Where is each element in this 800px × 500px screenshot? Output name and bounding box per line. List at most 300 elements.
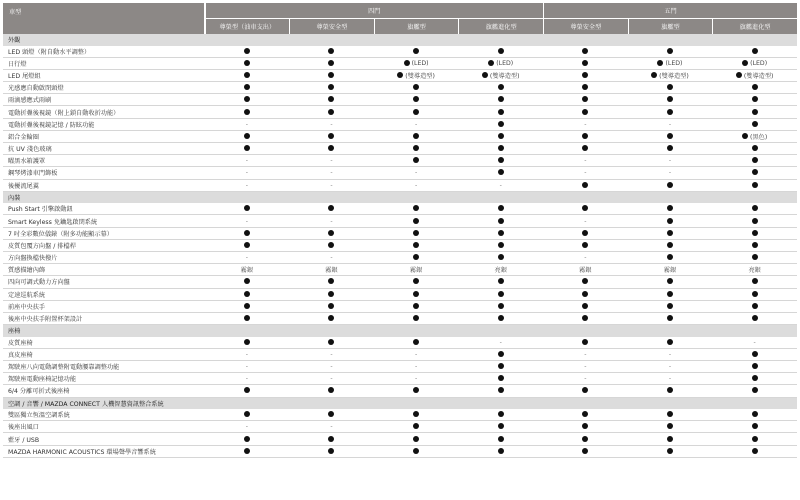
- feature-cell: [543, 433, 628, 445]
- feature-cell: [374, 385, 459, 397]
- feature-cell: [289, 203, 374, 215]
- standard-dot-icon: [397, 72, 403, 78]
- feature-cell: [628, 252, 713, 264]
- standard-dot-icon: [413, 230, 419, 236]
- standard-dot-icon: [582, 48, 588, 54]
- feature-cell: [543, 313, 628, 325]
- standard-dot-icon: [244, 72, 250, 78]
- standard-dot-icon: [667, 254, 673, 260]
- feature-cell: [458, 421, 543, 433]
- standard-dot-icon: [328, 278, 334, 284]
- feature-cell: [374, 119, 459, 131]
- feature-label: 電動折疊後視鏡記憶 / 防眩功能: [3, 119, 205, 131]
- feature-cell: [374, 240, 459, 252]
- feature-label: 抗 UV 淺色玻璃: [3, 143, 205, 155]
- feature-cell: [289, 215, 374, 227]
- feature-cell: [712, 82, 797, 94]
- feature-cell: [543, 301, 628, 313]
- feature-label: 藍牙 / USB: [3, 433, 205, 445]
- feature-cell: [374, 94, 459, 106]
- standard-dot-icon: [742, 133, 748, 139]
- feature-cell: [628, 373, 713, 385]
- feature-cell: [543, 385, 628, 397]
- feature-cell: [458, 155, 543, 167]
- standard-dot-icon: [413, 218, 419, 224]
- standard-dot-icon: [498, 291, 504, 297]
- feature-cell: [628, 313, 713, 325]
- feature-cell: [205, 373, 290, 385]
- feature-cell: [289, 349, 374, 361]
- feature-label: 鋁合金輪圈: [3, 131, 205, 143]
- feature-cell: [543, 409, 628, 421]
- feature-label: 駕駛座電動座椅記憶功能: [3, 373, 205, 385]
- trim-header: 旗艦進化型: [458, 19, 543, 34]
- feature-cell: [628, 58, 713, 70]
- standard-dot-icon: [752, 375, 758, 381]
- feature-cell: [458, 167, 543, 179]
- standard-dot-icon: [752, 121, 758, 127]
- standard-dot-icon: [498, 157, 504, 163]
- feature-cell: [289, 361, 374, 373]
- standard-dot-icon: [413, 303, 419, 309]
- standard-dot-icon: [667, 411, 673, 417]
- standard-dot-icon: [752, 254, 758, 260]
- feature-label: 駕駛座八向電動調整附電動腰靠調整功能: [3, 361, 205, 373]
- feature-cell: [205, 58, 290, 70]
- standard-dot-icon: [482, 72, 488, 78]
- feature-cell: [205, 155, 290, 167]
- standard-dot-icon: [328, 448, 334, 454]
- feature-cell: [712, 58, 797, 70]
- feature-cell: [374, 252, 459, 264]
- table-row: [3, 337, 797, 349]
- standard-dot-icon: [244, 242, 250, 248]
- standard-dot-icon: [413, 411, 419, 417]
- not-available-mark: -: [584, 157, 587, 165]
- standard-dot-icon: [752, 436, 758, 442]
- feature-label: 後擾流尾翼: [3, 180, 205, 192]
- feature-cell: [458, 143, 543, 155]
- section-header: [3, 325, 797, 337]
- feature-cell: [543, 228, 628, 240]
- feature-cell: [458, 203, 543, 215]
- not-available-mark: -: [414, 169, 418, 177]
- standard-dot-icon: [752, 363, 758, 369]
- feature-cell: [543, 70, 628, 82]
- table-row: [3, 301, 797, 313]
- feature-cell: [205, 143, 290, 155]
- standard-dot-icon: [498, 205, 504, 211]
- feature-label: 定速巡航系統: [3, 289, 205, 301]
- feature-label: Push Start 引擎啟動鈕: [3, 203, 205, 215]
- feature-cell: [205, 349, 290, 361]
- feature-cell: [712, 155, 797, 167]
- feature-cell: [205, 180, 290, 192]
- standard-dot-icon: [667, 96, 673, 102]
- table-row: [3, 240, 797, 252]
- feature-cell: [628, 409, 713, 421]
- standard-dot-icon: [244, 436, 250, 442]
- feature-cell: [543, 143, 628, 155]
- feature-label: 雙區獨立恆溫空調系統: [3, 409, 205, 421]
- table-row: [3, 289, 797, 301]
- standard-dot-icon: [752, 291, 758, 297]
- feature-cell: [205, 119, 290, 131]
- feature-cell: [289, 276, 374, 288]
- standard-dot-icon: [582, 84, 588, 90]
- feature-cell: [205, 385, 290, 397]
- standard-dot-icon: [667, 423, 673, 429]
- table-row: [3, 58, 797, 70]
- feature-cell: [543, 240, 628, 252]
- feature-cell: [205, 446, 290, 458]
- feature-note: (LED): [496, 59, 514, 67]
- standard-dot-icon: [752, 303, 758, 309]
- standard-dot-icon: [667, 303, 673, 309]
- feature-label: Smart Keyless 免鑰匙啟閉系統: [3, 215, 205, 227]
- not-available-mark: -: [245, 157, 248, 165]
- standard-dot-icon: [752, 218, 758, 224]
- standard-dot-icon: [582, 145, 588, 151]
- spec-table: [3, 3, 797, 458]
- feature-cell: [374, 167, 459, 179]
- not-available-mark: -: [245, 217, 248, 225]
- feature-cell: [712, 349, 797, 361]
- feature-cell: [543, 180, 628, 192]
- not-available-mark: -: [753, 338, 756, 346]
- feature-cell: [458, 180, 543, 192]
- feature-cell: [374, 313, 459, 325]
- standard-dot-icon: [582, 436, 588, 442]
- feature-cell: [712, 289, 797, 301]
- feature-cell: [205, 361, 290, 373]
- standard-dot-icon: [498, 133, 504, 139]
- not-available-mark: -: [330, 423, 333, 431]
- feature-cell: [712, 167, 797, 179]
- not-available-mark: -: [584, 169, 587, 177]
- standard-dot-icon: [498, 448, 504, 454]
- not-available-mark: -: [668, 375, 672, 383]
- feature-cell: [712, 46, 797, 58]
- feature-cell: [628, 337, 713, 349]
- feature-cell: [628, 143, 713, 155]
- standard-dot-icon: [752, 278, 758, 284]
- standard-dot-icon: [498, 96, 504, 102]
- not-available-mark: -: [330, 157, 333, 165]
- feature-label: 日行燈: [3, 58, 205, 70]
- feature-cell: [628, 385, 713, 397]
- standard-dot-icon: [498, 84, 504, 90]
- feature-cell: [628, 240, 713, 252]
- standard-dot-icon: [752, 230, 758, 236]
- not-available-mark: -: [330, 254, 333, 262]
- feature-label: 光感應自動啟閉頭燈: [3, 82, 205, 94]
- standard-dot-icon: [413, 339, 419, 345]
- feature-cell: [289, 70, 374, 82]
- not-available-mark: -: [499, 338, 502, 346]
- feature-cell: [289, 313, 374, 325]
- standard-dot-icon: [498, 315, 504, 321]
- feature-cell: [289, 385, 374, 397]
- feature-cell: [289, 155, 374, 167]
- feature-cell: [628, 167, 713, 179]
- feature-cell: [374, 276, 459, 288]
- not-available-mark: -: [499, 181, 502, 189]
- table-row: [3, 349, 797, 361]
- not-available-mark: -: [414, 181, 418, 189]
- not-available-mark: -: [245, 350, 248, 358]
- standard-dot-icon: [328, 303, 334, 309]
- table-row: [3, 264, 797, 276]
- standard-dot-icon: [582, 133, 588, 139]
- standard-dot-icon: [582, 387, 588, 393]
- standard-dot-icon: [244, 84, 250, 90]
- feature-cell: [289, 131, 374, 143]
- standard-dot-icon: [498, 169, 504, 175]
- standard-dot-icon: [244, 96, 250, 102]
- trim-header: 尊榮型（油車支出）: [205, 19, 290, 34]
- feature-cell: [205, 301, 290, 313]
- not-available-mark: -: [668, 120, 672, 128]
- standard-dot-icon: [498, 48, 504, 54]
- table-row: [3, 409, 797, 421]
- feature-label: 雨滴感應式雨刷: [3, 94, 205, 106]
- feature-cell: [289, 119, 374, 131]
- table-row: [3, 70, 797, 82]
- standard-dot-icon: [328, 84, 334, 90]
- feature-cell: [205, 289, 290, 301]
- feature-cell: [712, 421, 797, 433]
- standard-dot-icon: [667, 339, 673, 345]
- feature-cell: [374, 446, 459, 458]
- feature-cell: [205, 106, 290, 118]
- standard-dot-icon: [244, 387, 250, 393]
- not-available-mark: -: [330, 169, 333, 177]
- feature-cell: [712, 143, 797, 155]
- feature-cell: [205, 215, 290, 227]
- feature-label: 質感描繪內飾: [3, 264, 205, 276]
- standard-dot-icon: [413, 278, 419, 284]
- standard-dot-icon: [498, 254, 504, 260]
- feature-cell: [543, 203, 628, 215]
- feature-cell: [543, 58, 628, 70]
- standard-dot-icon: [328, 291, 334, 297]
- feature-cell: [543, 446, 628, 458]
- standard-dot-icon: [498, 375, 504, 381]
- standard-dot-icon: [752, 84, 758, 90]
- feature-cell: [289, 264, 374, 276]
- feature-cell: [543, 94, 628, 106]
- standard-dot-icon: [413, 157, 419, 163]
- standard-dot-icon: [582, 242, 588, 248]
- standard-dot-icon: [328, 72, 334, 78]
- feature-note: (LED): [411, 59, 429, 67]
- feature-cell: [458, 58, 543, 70]
- not-available-mark: -: [245, 423, 248, 431]
- feature-cell: [712, 240, 797, 252]
- section-header: [3, 398, 797, 410]
- feature-cell: [712, 215, 797, 227]
- feature-note: (雙導造型): [405, 72, 435, 80]
- feature-cell: [628, 228, 713, 240]
- feature-cell: [289, 82, 374, 94]
- group-header-five-door: 五門: [543, 3, 797, 19]
- feature-cell: [543, 349, 628, 361]
- feature-cell: [458, 446, 543, 458]
- feature-cell: [458, 106, 543, 118]
- standard-dot-icon: [582, 278, 588, 284]
- feature-cell: [374, 203, 459, 215]
- not-available-mark: -: [330, 350, 333, 358]
- standard-dot-icon: [667, 315, 673, 321]
- feature-cell: [712, 301, 797, 313]
- feature-cell: [374, 301, 459, 313]
- feature-value: 霧銀: [409, 267, 423, 275]
- standard-dot-icon: [498, 436, 504, 442]
- table-row: [3, 106, 797, 118]
- standard-dot-icon: [244, 133, 250, 139]
- feature-label: MAZDA HARMONIC ACOUSTICS 環場聲學音響系統: [3, 446, 205, 458]
- feature-cell: [712, 409, 797, 421]
- not-available-mark: -: [245, 181, 248, 189]
- standard-dot-icon: [582, 205, 588, 211]
- feature-cell: [458, 289, 543, 301]
- feature-cell: [458, 385, 543, 397]
- standard-dot-icon: [413, 436, 419, 442]
- standard-dot-icon: [667, 448, 673, 454]
- feature-value: 霧銀: [240, 267, 254, 275]
- standard-dot-icon: [413, 145, 419, 151]
- feature-cell: [712, 94, 797, 106]
- standard-dot-icon: [244, 230, 250, 236]
- standard-dot-icon: [328, 60, 334, 66]
- standard-dot-icon: [667, 133, 673, 139]
- section-header: [3, 34, 797, 46]
- table-row: [3, 155, 797, 167]
- standard-dot-icon: [498, 109, 504, 115]
- standard-dot-icon: [244, 145, 250, 151]
- standard-dot-icon: [752, 387, 758, 393]
- feature-cell: [205, 82, 290, 94]
- standard-dot-icon: [752, 411, 758, 417]
- feature-value: 亮銀: [494, 267, 507, 275]
- not-available-mark: -: [245, 120, 248, 128]
- table-row: [3, 276, 797, 288]
- trim-header: 旗艦型: [628, 19, 713, 34]
- feature-cell: [374, 361, 459, 373]
- standard-dot-icon: [582, 303, 588, 309]
- standard-dot-icon: [752, 157, 758, 163]
- standard-dot-icon: [667, 48, 673, 54]
- feature-cell: [289, 373, 374, 385]
- standard-dot-icon: [498, 278, 504, 284]
- table-row: [3, 180, 797, 192]
- standard-dot-icon: [488, 60, 494, 66]
- feature-cell: [458, 70, 543, 82]
- feature-cell: [628, 215, 713, 227]
- standard-dot-icon: [752, 315, 758, 321]
- feature-cell: [289, 252, 374, 264]
- feature-cell: [205, 203, 290, 215]
- feature-value: 亮銀: [748, 267, 761, 275]
- feature-cell: [543, 106, 628, 118]
- feature-cell: [205, 337, 290, 349]
- feature-cell: [712, 373, 797, 385]
- trim-header: 尊榮安全型: [289, 19, 374, 34]
- standard-dot-icon: [244, 315, 250, 321]
- standard-dot-icon: [667, 387, 673, 393]
- feature-cell: [458, 46, 543, 58]
- feature-cell: [543, 252, 628, 264]
- feature-cell: [628, 349, 713, 361]
- standard-dot-icon: [657, 60, 663, 66]
- feature-cell: [205, 131, 290, 143]
- table-row: [3, 433, 797, 445]
- standard-dot-icon: [328, 48, 334, 54]
- feature-cell: [374, 215, 459, 227]
- standard-dot-icon: [498, 121, 504, 127]
- standard-dot-icon: [404, 60, 410, 66]
- section-title: 座椅: [3, 325, 797, 337]
- feature-cell: [712, 203, 797, 215]
- feature-cell: [289, 301, 374, 313]
- feature-cell: [543, 82, 628, 94]
- not-available-mark: -: [584, 375, 587, 383]
- standard-dot-icon: [667, 205, 673, 211]
- standard-dot-icon: [582, 411, 588, 417]
- standard-dot-icon: [413, 448, 419, 454]
- feature-cell: [712, 264, 797, 276]
- trim-header: 尊榮安全型: [543, 19, 628, 34]
- standard-dot-icon: [582, 230, 588, 236]
- standard-dot-icon: [752, 48, 758, 54]
- feature-cell: [628, 155, 713, 167]
- standard-dot-icon: [413, 84, 419, 90]
- standard-dot-icon: [752, 205, 758, 211]
- feature-label: 皮質座椅: [3, 337, 205, 349]
- table-row: [3, 119, 797, 131]
- feature-cell: [458, 264, 543, 276]
- feature-cell: [289, 337, 374, 349]
- not-available-mark: -: [330, 120, 333, 128]
- standard-dot-icon: [582, 182, 588, 188]
- standard-dot-icon: [582, 423, 588, 429]
- standard-dot-icon: [752, 351, 758, 357]
- feature-label: 曜黑水箱護罩: [3, 155, 205, 167]
- feature-cell: [628, 446, 713, 458]
- feature-cell: [374, 58, 459, 70]
- feature-cell: [458, 349, 543, 361]
- feature-cell: [712, 119, 797, 131]
- feature-value: 霧銀: [663, 267, 677, 275]
- standard-dot-icon: [328, 339, 334, 345]
- not-available-mark: -: [668, 157, 672, 165]
- standard-dot-icon: [413, 387, 419, 393]
- standard-dot-icon: [651, 72, 657, 78]
- feature-cell: [458, 228, 543, 240]
- standard-dot-icon: [582, 448, 588, 454]
- feature-label: 真皮座椅: [3, 349, 205, 361]
- standard-dot-icon: [582, 291, 588, 297]
- standard-dot-icon: [413, 133, 419, 139]
- standard-dot-icon: [582, 96, 588, 102]
- feature-label: 後座中央扶手附置杯架設計: [3, 313, 205, 325]
- not-available-mark: -: [330, 217, 333, 225]
- table-row: [3, 313, 797, 325]
- standard-dot-icon: [752, 96, 758, 102]
- table-row: [3, 94, 797, 106]
- standard-dot-icon: [413, 48, 419, 54]
